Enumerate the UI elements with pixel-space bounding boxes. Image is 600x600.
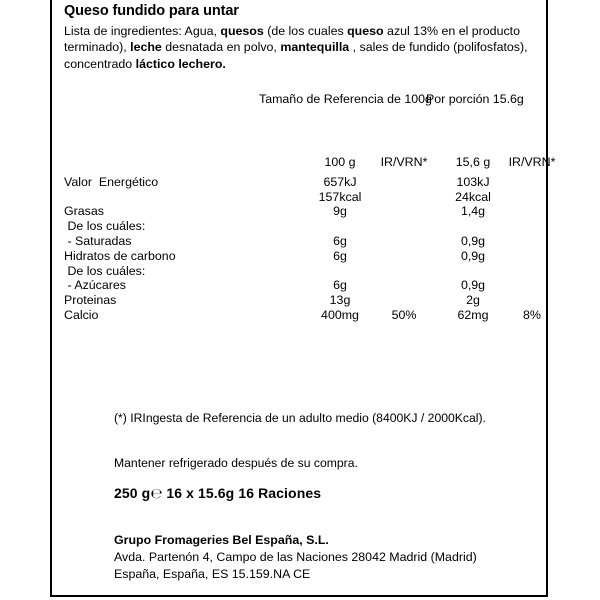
- table-row-label: Calcio: [64, 308, 99, 323]
- ingredient-mantequilla: mantequilla: [280, 40, 350, 55]
- ingredient-lactico-lechero: láctico lechero.: [135, 56, 226, 71]
- ingredients-text-4: , sales de fundido (polifosfatos), concentrado: [64, 40, 528, 71]
- table-row-value-100g: 13g: [329, 293, 351, 308]
- table-row-value-100g: 6g: [333, 234, 347, 249]
- table-header-col1: Tamaño de Referencia de 100g: [259, 91, 432, 106]
- company-address-line1: Avda. Partenón 4, Campo de las Naciones 28042 Madrid (Madrid): [114, 550, 477, 564]
- unit-label-col1: 100 g: [324, 154, 356, 169]
- table-header-col2: Por porción 15.6g: [426, 91, 524, 106]
- ir-footnote: (*) IRIngesta de Referencia de un adulto medio (8400KJ / 2000Kcal).: [114, 411, 486, 425]
- ingredient-queso: queso: [347, 24, 384, 38]
- ingredients-text-1: (de los cuales: [263, 24, 348, 38]
- table-row-value-100g: 400mg: [321, 308, 359, 323]
- pct-label-col1: IR/VRN*: [380, 154, 428, 169]
- table-row-label: Proteinas: [64, 293, 117, 308]
- nutrition-label-panel: [50, 0, 556, 597]
- ingredient-quesos: quesos: [220, 24, 264, 38]
- table-row-value-portion: 24kcal: [455, 189, 491, 204]
- ingredient-leche: leche: [130, 40, 162, 55]
- table-row-value-100g: 6g: [333, 278, 347, 293]
- table-row-value-portion: 62mg: [457, 308, 489, 323]
- ingredients-lead: Lista de ingredientes: Agua,: [64, 24, 221, 38]
- product-title: Queso fundido para untar: [64, 3, 239, 19]
- table-row-label: De los cuáles:: [64, 219, 146, 234]
- ingredients-paragraph: [64, 20, 536, 72]
- table-row-label: - Saturadas: [64, 234, 132, 249]
- table-row-label: Hidratos de carbono: [64, 248, 176, 263]
- company-name: Grupo Fromageries Bel España, S.L.: [114, 533, 329, 547]
- table-row-pct-100g: 50%: [391, 308, 417, 323]
- ingredients-text-2: azul 13% en el producto terminado),: [64, 24, 520, 55]
- table-row-value-portion: 103kJ: [456, 174, 490, 189]
- company-block: [114, 531, 477, 583]
- storage-instruction: Mantener refrigerado después de su compra.: [114, 456, 358, 470]
- pct-label-col2: IR/VRN*: [508, 154, 556, 169]
- table-row-value-portion: 0,9g: [460, 234, 486, 249]
- company-address-line2: España, España, ES 15.159.NA CE: [114, 567, 311, 581]
- net-weight-amount: 250 g: [114, 485, 151, 501]
- label-content: [52, 0, 556, 581]
- table-row-value-100g: 657kJ: [323, 174, 357, 189]
- table-row-value-portion: 0,9g: [460, 278, 486, 293]
- table-row-value-portion: 1,4g: [460, 204, 486, 219]
- estimated-sign-icon: ℮: [150, 486, 163, 502]
- table-row-pct-portion: 8%: [523, 308, 541, 323]
- table-row-value-100g: 9g: [333, 204, 347, 219]
- table-row-value-portion: 0,9g: [460, 248, 486, 263]
- table-row-label: Valor Energético: [64, 174, 159, 189]
- unit-label-col2: 15,6 g: [455, 154, 491, 169]
- portions-text: 16 x 15.6g 16 Raciones: [166, 485, 322, 501]
- table-row-label: De los cuáles:: [64, 263, 146, 278]
- net-weight-line: [114, 485, 321, 502]
- ingredients-text-3: desnatada en polvo,: [161, 40, 281, 55]
- table-row-label: Grasas: [64, 204, 104, 219]
- table-row-label: - Azúcares: [64, 278, 126, 293]
- table-row-value-100g: 157kcal: [318, 189, 362, 204]
- table-row-value-100g: 6g: [333, 248, 347, 263]
- nutrition-table: [64, 91, 556, 332]
- table-row-value-portion: 2g: [466, 293, 480, 308]
